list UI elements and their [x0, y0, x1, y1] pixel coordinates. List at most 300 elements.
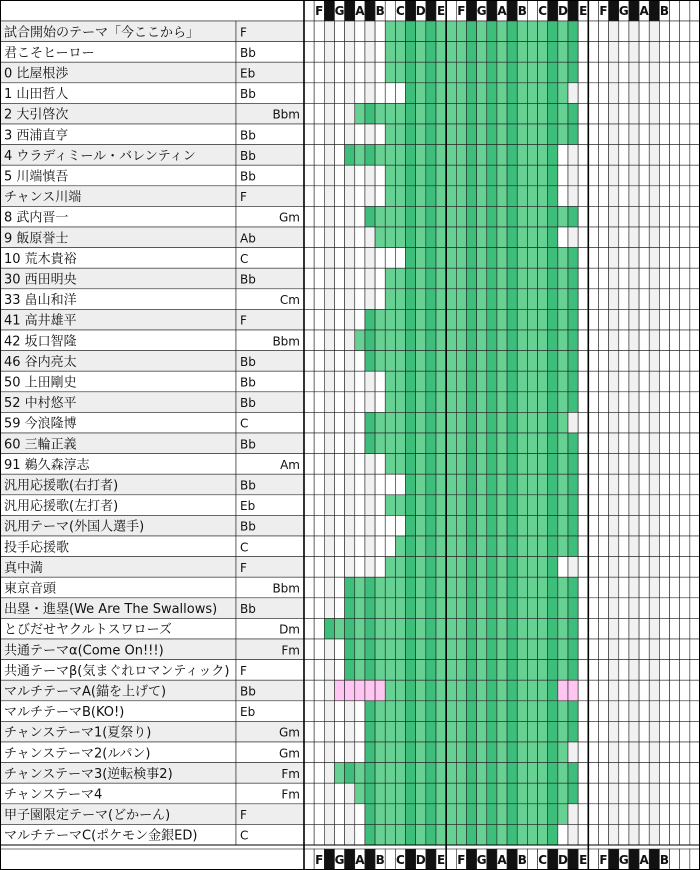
grid-cell: [690, 474, 700, 495]
grid-cell: [609, 392, 619, 413]
range-cell: [365, 701, 375, 722]
range-cell: [436, 680, 446, 701]
row-title: 4 ウラディミール・バレンティン: [4, 148, 196, 164]
grid-cell: [345, 495, 355, 516]
header-note-label: F: [599, 4, 608, 18]
header-note-label: B: [517, 4, 527, 18]
grid-cell: [670, 577, 680, 598]
range-cell: [416, 186, 426, 207]
grid-cell: [304, 804, 314, 825]
header-blank-cell: [0, 0, 304, 21]
grid-cell: [598, 536, 608, 557]
range-cell: [507, 824, 517, 845]
range-cell: [456, 289, 466, 310]
range-cell: [558, 454, 568, 475]
grid-cell: [670, 165, 680, 186]
range-cell: [558, 83, 568, 104]
grid-cell: [609, 763, 619, 784]
grid-cell: [670, 227, 680, 248]
grid-cell: [345, 289, 355, 310]
range-cell: [416, 330, 426, 351]
grid-cell: [365, 680, 375, 701]
grid-cell: [659, 124, 669, 145]
grid-cell: [324, 495, 334, 516]
range-cell: [558, 124, 568, 145]
grid-cell: [680, 763, 690, 784]
grid-cell: [345, 433, 355, 454]
grid-cell: [588, 515, 598, 536]
range-cell: [497, 392, 507, 413]
range-cell: [426, 21, 436, 42]
range-cell: [466, 680, 476, 701]
range-cell: [558, 351, 568, 372]
grid-cell: [629, 412, 639, 433]
grid-cell: [649, 721, 659, 742]
grid-cell: [659, 763, 669, 784]
range-cell: [517, 227, 527, 248]
grid-cell: [659, 454, 669, 475]
range-cell: [365, 804, 375, 825]
row-title: チャンステーマ1(夏祭り): [4, 725, 152, 741]
range-cell: [548, 824, 558, 845]
range-cell: [548, 721, 558, 742]
grid-cell: [568, 227, 578, 248]
grid-cell: [375, 83, 385, 104]
grid-cell: [670, 804, 680, 825]
grid-cell: [639, 83, 649, 104]
table-row: [0, 474, 700, 495]
grid-cell: [619, 804, 629, 825]
range-cell: [406, 577, 416, 598]
range-cell: [558, 433, 568, 454]
grid-cell: [314, 824, 324, 845]
grid-cell: [365, 495, 375, 516]
grid-cell: [649, 433, 659, 454]
range-cell: [406, 42, 416, 63]
range-cell: [558, 62, 568, 83]
grid-cell: [690, 742, 700, 763]
grid-cell: [345, 680, 355, 701]
row-key: Bb: [240, 128, 256, 143]
range-cell: [507, 83, 517, 104]
range-cell: [487, 763, 497, 784]
table-row: [0, 598, 700, 619]
range-cell: [446, 248, 456, 269]
row-title: 50 上田剛史: [4, 375, 77, 391]
grid-cell: [355, 804, 365, 825]
grid-cell: [670, 62, 680, 83]
grid-cell: [690, 680, 700, 701]
range-cell: [477, 206, 487, 227]
range-cell: [436, 474, 446, 495]
range-cell: [507, 206, 517, 227]
row-title: 出塁・進塁(We Are The Swallows): [4, 602, 218, 618]
range-cell: [355, 577, 365, 598]
range-cell: [507, 62, 517, 83]
range-cell: [436, 227, 446, 248]
range-cell: [487, 351, 497, 372]
grid-cell: [558, 824, 568, 845]
range-cell: [538, 577, 548, 598]
grid-cell: [690, 42, 700, 63]
row-key: Fm: [281, 766, 300, 781]
grid-cell: [680, 371, 690, 392]
range-cell: [446, 42, 456, 63]
range-cell: [517, 289, 527, 310]
grid-cell: [649, 145, 659, 166]
row-title: 汎用応援歌(左打者): [4, 499, 119, 515]
range-cell: [456, 598, 466, 619]
range-cell: [446, 804, 456, 825]
grid-cell: [629, 309, 639, 330]
grid-cell: [588, 248, 598, 269]
grid-cell: [304, 474, 314, 495]
grid-cell: [629, 577, 639, 598]
row-key: C: [240, 416, 249, 431]
grid-cell: [609, 351, 619, 372]
grid-cell: [609, 742, 619, 763]
grid-cell: [598, 330, 608, 351]
grid-cell: [639, 289, 649, 310]
grid-cell: [690, 412, 700, 433]
range-cell: [568, 598, 578, 619]
range-cell: [375, 639, 385, 660]
grid-cell: [314, 412, 324, 433]
range-cell: [426, 804, 436, 825]
grid-cell: [334, 742, 344, 763]
grid-cell: [355, 433, 365, 454]
grid-cell: [619, 618, 629, 639]
grid-cell: [649, 701, 659, 722]
range-cell: [538, 309, 548, 330]
range-cell: [527, 598, 537, 619]
range-cell: [548, 763, 558, 784]
row-title: 東京音頭: [4, 581, 57, 597]
range-cell: [416, 495, 426, 516]
range-cell: [466, 721, 476, 742]
range-cell: [406, 618, 416, 639]
range-cell: [497, 145, 507, 166]
range-cell: [517, 248, 527, 269]
range-cell: [466, 454, 476, 475]
grid-cell: [314, 330, 324, 351]
range-cell: [527, 680, 537, 701]
grid-cell: [629, 804, 639, 825]
range-cell: [385, 680, 395, 701]
grid-cell: [680, 145, 690, 166]
footer-key-cell: [670, 849, 680, 870]
range-cell: [558, 248, 568, 269]
grid-cell: [619, 515, 629, 536]
grid-cell: [670, 536, 680, 557]
row-title: 5 川端慎吾: [4, 169, 69, 185]
grid-cell: [649, 268, 659, 289]
grid-cell: [609, 433, 619, 454]
range-cell: [497, 495, 507, 516]
grid-cell: [314, 83, 324, 104]
range-cell: [507, 639, 517, 660]
range-cell: [548, 495, 558, 516]
grid-cell: [334, 721, 344, 742]
row-title: 共通テーマβ(気まぐれロマンティック): [4, 663, 230, 679]
table-row: [0, 21, 700, 42]
range-cell: [527, 515, 537, 536]
range-cell: [446, 186, 456, 207]
grid-cell: [629, 227, 639, 248]
range-cell: [538, 824, 548, 845]
grid-cell: [609, 824, 619, 845]
range-cell: [548, 371, 558, 392]
range-cell: [538, 330, 548, 351]
range-cell: [538, 103, 548, 124]
range-cell: [416, 289, 426, 310]
range-cell: [548, 783, 558, 804]
header-key-cell: [629, 0, 639, 21]
footer-key-cell: [324, 849, 334, 870]
grid-cell: [324, 145, 334, 166]
range-cell: [446, 62, 456, 83]
range-cell: [517, 412, 527, 433]
range-cell: [456, 639, 466, 660]
header-note-label: G: [618, 4, 629, 18]
grid-cell: [588, 227, 598, 248]
grid-cell: [304, 165, 314, 186]
grid-cell: [629, 598, 639, 619]
range-cell: [436, 289, 446, 310]
grid-cell: [345, 42, 355, 63]
range-cell: [426, 721, 436, 742]
range-cell: [497, 763, 507, 784]
header-note-label: B: [375, 4, 385, 18]
range-cell: [507, 21, 517, 42]
grid-cell: [334, 289, 344, 310]
header-note-label: C: [396, 4, 405, 18]
range-cell: [456, 124, 466, 145]
range-cell: [507, 330, 517, 351]
grid-cell: [334, 474, 344, 495]
range-cell: [497, 680, 507, 701]
range-cell: [517, 495, 527, 516]
grid-cell: [334, 433, 344, 454]
table-row: [0, 660, 700, 681]
grid-cell: [324, 824, 334, 845]
grid-cell: [619, 660, 629, 681]
grid-cell: [314, 660, 324, 681]
grid-cell: [649, 124, 659, 145]
table-row: [0, 618, 700, 639]
header-key-cell: [588, 0, 598, 21]
range-cell: [416, 21, 426, 42]
table-row: [0, 289, 700, 310]
grid-cell: [639, 248, 649, 269]
grid-cell: [659, 392, 669, 413]
row-key: Bb: [240, 519, 256, 534]
grid-cell: [609, 21, 619, 42]
range-cell: [395, 289, 405, 310]
range-cell: [446, 495, 456, 516]
range-cell: [538, 371, 548, 392]
range-cell: [456, 83, 466, 104]
row-key: Fm: [281, 643, 300, 658]
range-cell: [477, 557, 487, 578]
range-cell: [568, 474, 578, 495]
range-cell: [507, 248, 517, 269]
range-cell: [365, 660, 375, 681]
grid-cell: [619, 330, 629, 351]
range-cell: [466, 433, 476, 454]
range-cell: [395, 21, 405, 42]
range-cell: [538, 206, 548, 227]
grid-cell: [355, 42, 365, 63]
grid-cell: [385, 248, 395, 269]
range-cell: [466, 495, 476, 516]
range-cell: [527, 454, 537, 475]
range-cell: [395, 330, 405, 351]
range-cell: [375, 145, 385, 166]
range-cell: [527, 412, 537, 433]
table-row: [0, 577, 700, 598]
range-cell: [466, 103, 476, 124]
grid-cell: [314, 536, 324, 557]
grid-cell: [629, 433, 639, 454]
row-key: Bb: [240, 478, 256, 493]
range-cell: [406, 824, 416, 845]
range-cell: [416, 412, 426, 433]
grid-cell: [690, 309, 700, 330]
range-cell: [558, 598, 568, 619]
table-row: [0, 165, 700, 186]
row-title: 52 中村悠平: [4, 396, 77, 412]
range-cell: [487, 309, 497, 330]
range-cell: [395, 165, 405, 186]
table-row: [0, 268, 700, 289]
grid-cell: [659, 227, 669, 248]
range-cell: [477, 124, 487, 145]
grid-cell: [670, 145, 680, 166]
range-cell: [477, 824, 487, 845]
grid-cell: [619, 495, 629, 516]
grid-cell: [639, 577, 649, 598]
grid-cell: [324, 309, 334, 330]
grid-cell: [375, 268, 385, 289]
range-cell: [497, 268, 507, 289]
footer-note-label: G: [334, 853, 345, 867]
row-key: Eb: [240, 705, 256, 720]
range-cell: [456, 454, 466, 475]
range-cell: [416, 618, 426, 639]
grid-cell: [385, 83, 395, 104]
grid-cell: [680, 330, 690, 351]
grid-cell: [324, 330, 334, 351]
grid-cell: [568, 804, 578, 825]
grid-cell: [334, 515, 344, 536]
grid-cell: [355, 557, 365, 578]
range-cell: [395, 824, 405, 845]
range-cell: [568, 330, 578, 351]
range-cell: [487, 824, 497, 845]
grid-cell: [578, 165, 588, 186]
range-cell: [436, 83, 446, 104]
range-cell: [527, 639, 537, 660]
row-key: Bbm: [272, 334, 300, 349]
range-cell: [395, 804, 405, 825]
range-cell: [527, 227, 537, 248]
grid-cell: [588, 42, 598, 63]
grid-cell: [639, 186, 649, 207]
range-cell: [527, 42, 537, 63]
grid-cell: [355, 680, 365, 701]
row-title: マルチテーマC(ポケモン金銀ED): [4, 828, 198, 844]
range-cell: [497, 804, 507, 825]
grid-cell: [598, 289, 608, 310]
grid-cell: [619, 351, 629, 372]
grid-cell: [588, 371, 598, 392]
range-cell: [517, 577, 527, 598]
grid-cell: [619, 42, 629, 63]
range-cell: [436, 454, 446, 475]
range-cell: [436, 495, 446, 516]
grid-cell: [334, 680, 344, 701]
grid-cell: [680, 289, 690, 310]
grid-cell: [639, 454, 649, 475]
range-cell: [426, 742, 436, 763]
grid-cell: [690, 536, 700, 557]
grid-cell: [598, 248, 608, 269]
range-cell: [456, 495, 466, 516]
range-cell: [497, 309, 507, 330]
grid-cell: [598, 165, 608, 186]
range-cell: [375, 660, 385, 681]
row-key: Bb: [240, 396, 256, 411]
grid-cell: [659, 474, 669, 495]
grid-cell: [629, 103, 639, 124]
grid-cell: [670, 598, 680, 619]
range-cell: [395, 680, 405, 701]
range-cell: [568, 309, 578, 330]
grid-cell: [588, 392, 598, 413]
grid-cell: [680, 351, 690, 372]
header-note-label: B: [659, 4, 670, 18]
grid-cell: [629, 742, 639, 763]
range-cell: [416, 165, 426, 186]
range-cell: [456, 371, 466, 392]
range-cell: [497, 639, 507, 660]
range-cell: [456, 515, 466, 536]
grid-cell: [659, 412, 669, 433]
range-cell: [527, 289, 537, 310]
range-cell: [568, 763, 578, 784]
range-cell: [517, 433, 527, 454]
range-cell: [446, 742, 456, 763]
range-cell: [558, 804, 568, 825]
grid-cell: [365, 289, 375, 310]
range-cell: [497, 351, 507, 372]
grid-cell: [629, 165, 639, 186]
range-cell: [568, 351, 578, 372]
range-cell: [375, 618, 385, 639]
range-cell: [446, 227, 456, 248]
grid-cell: [619, 721, 629, 742]
range-cell: [395, 309, 405, 330]
range-cell: [436, 701, 446, 722]
range-cell: [548, 515, 558, 536]
header-key-cell: [670, 0, 680, 21]
table-row: [0, 824, 700, 845]
range-cell: [558, 639, 568, 660]
range-cell: [416, 598, 426, 619]
grid-cell: [588, 783, 598, 804]
footer-key-cell: [680, 849, 690, 870]
